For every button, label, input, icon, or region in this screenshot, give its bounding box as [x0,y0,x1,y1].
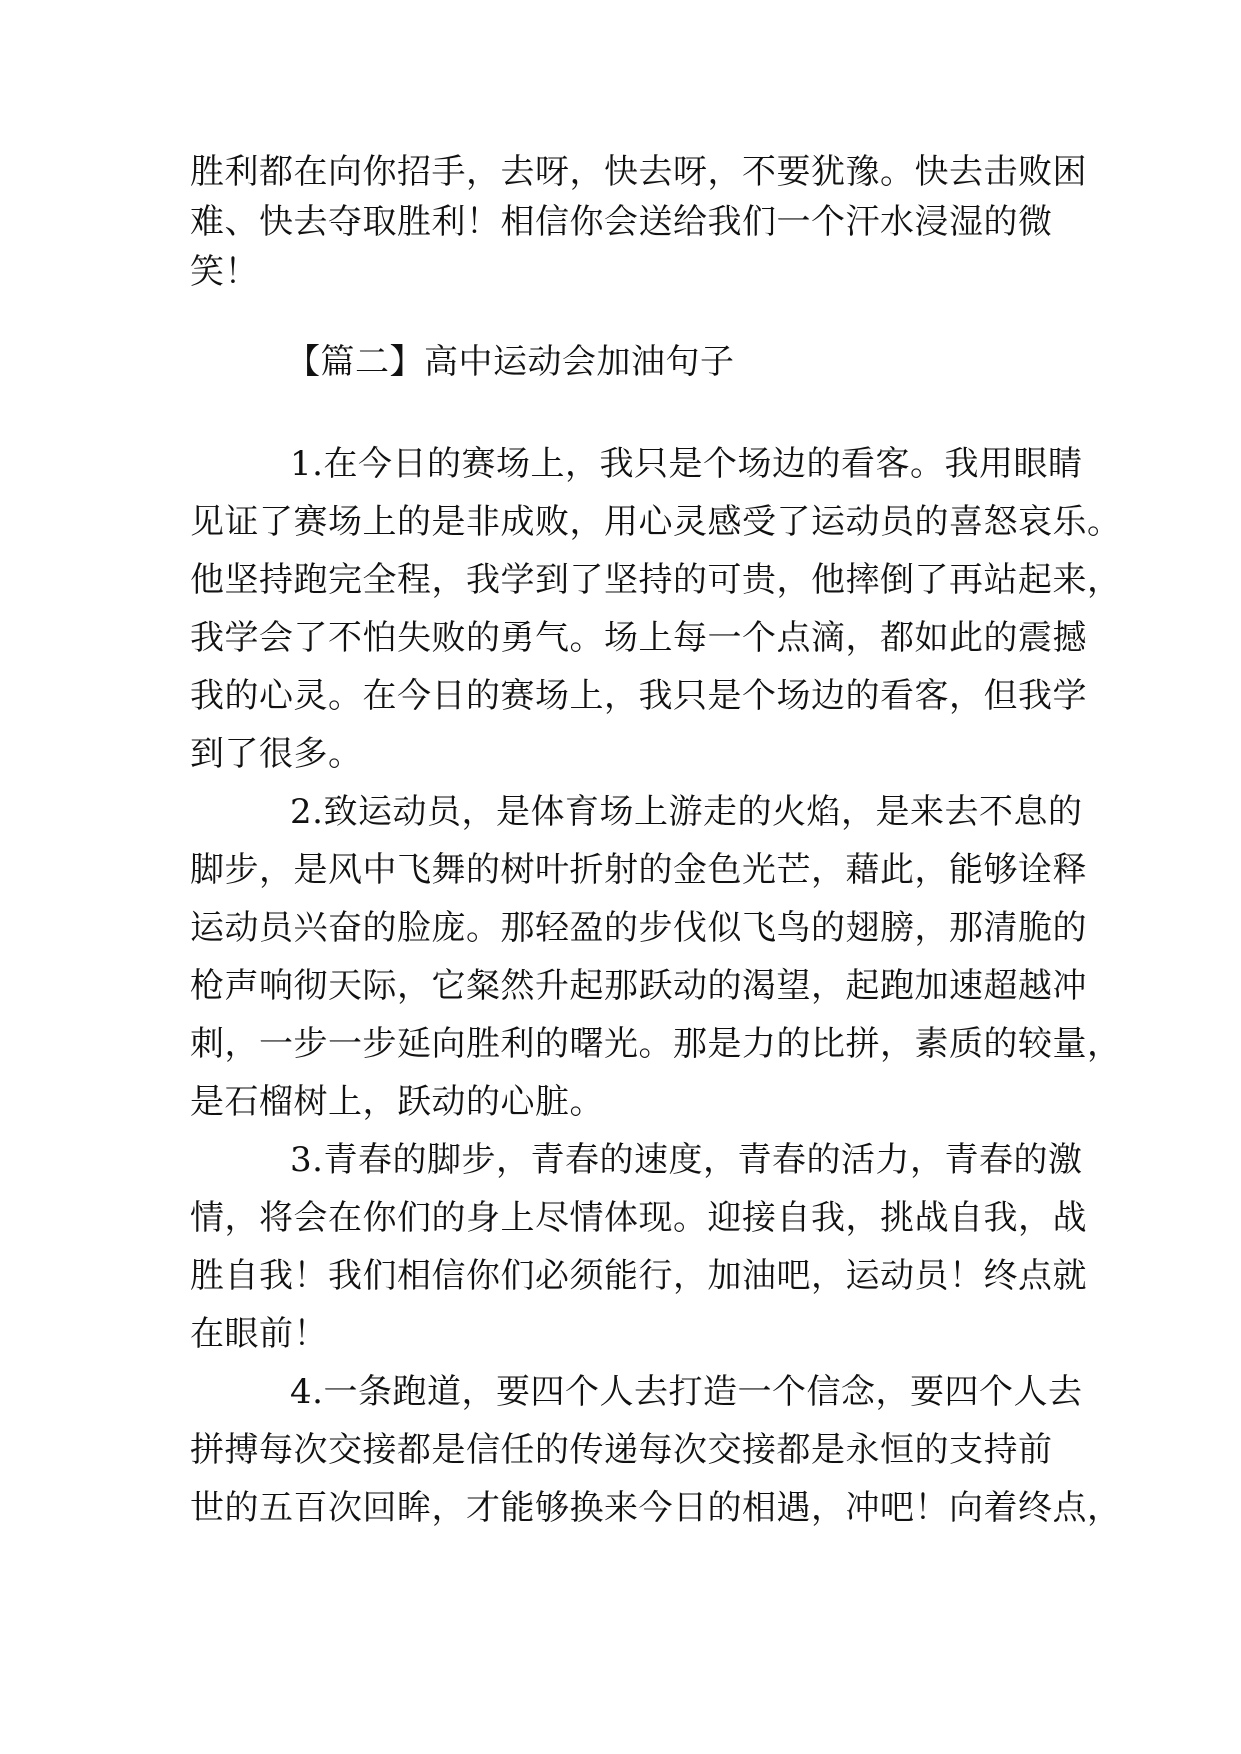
item-1-line: 我学会了不怕失败的勇气。场上每一个点滴，都如此的震撼 [190,618,1087,658]
section-heading: 【篇二】高中运动会加油句子 [286,342,735,382]
paragraph-line: 笑！ [190,252,259,292]
paragraph-line: 难、快去夺取胜利！相信你会送给我们一个汗水浸湿的微 [190,202,1053,242]
item-1-line: 见证了赛场上的是非成败，用心灵感受了运动员的喜怒哀乐。 [190,502,1122,542]
item-3-line: 情，将会在你们的身上尽情体现。迎接自我，挑战自我，战 [190,1198,1087,1238]
item-2-line: 刺，一步一步延向胜利的曙光。那是力的比拼，素质的较量， [190,1024,1122,1064]
item-2-line: 枪声响彻天际，它粲然升起那跃动的渴望，起跑加速超越冲 [190,966,1087,1006]
item-1-line: 他坚持跑完全程，我学到了坚持的可贵，他摔倒了再站起来， [190,560,1122,600]
item-2-line: 运动员兴奋的脸庞。那轻盈的步伐似飞鸟的翅膀，那清脆的 [190,908,1087,948]
item-3-line: 在眼前！ [190,1314,328,1354]
item-2-line: 脚步，是风中飞舞的树叶折射的金色光芒，藉此，能够诠释 [190,850,1087,890]
item-1-line: 1.在今日的赛场上，我只是个场边的看客。我用眼睛 [290,444,1083,484]
item-4-line: 拼搏每次交接都是信任的传递每次交接都是永恒的支持前 [190,1430,1053,1470]
item-3-line: 3.青春的脚步，青春的速度，青春的活力，青春的激 [290,1140,1083,1180]
item-4-line: 世的五百次回眸，才能够换来今日的相遇，冲吧！向着终点， [190,1488,1122,1528]
item-2-line: 是石榴树上，跃动的心脏。 [190,1082,604,1122]
item-3-line: 胜自我！我们相信你们必须能行，加油吧，运动员！终点就 [190,1256,1087,1296]
item-4-line: 4.一条跑道，要四个人去打造一个信念，要四个人去 [290,1372,1083,1412]
item-1-line: 到了很多。 [190,734,363,774]
item-1-line: 我的心灵。在今日的赛场上，我只是个场边的看客，但我学 [190,676,1087,716]
item-2-line: 2.致运动员，是体育场上游走的火焰，是来去不息的 [290,792,1083,832]
paragraph-line: 胜利都在向你招手，去呀，快去呀，不要犹豫。快去击败困 [190,152,1087,192]
